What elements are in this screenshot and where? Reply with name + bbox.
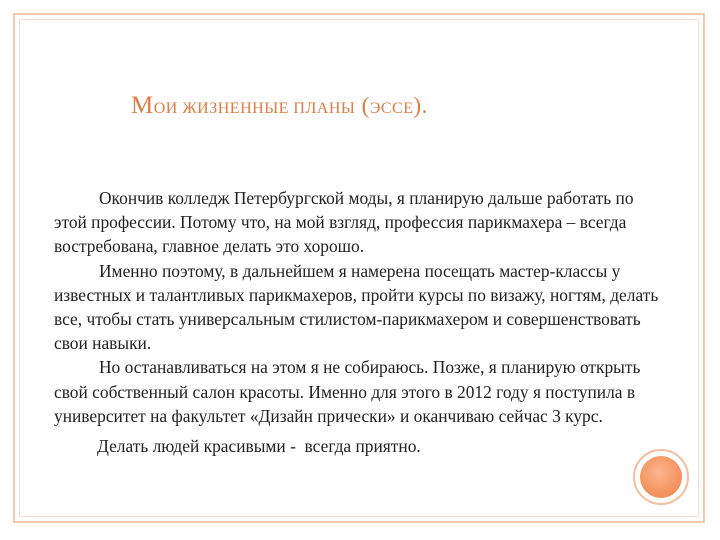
decorative-orange-circle-icon <box>640 456 682 498</box>
title-initial: М <box>131 92 154 119</box>
title-text: ОИ ЖИЗНЕННЫЕ ПЛАНЫ <box>153 100 356 117</box>
title-paren-open: ( <box>355 93 370 118</box>
slide-title <box>131 91 671 124</box>
essay-paragraph-3: Но останавливаться на этом я не собираюсь. Позже, я планирую открыть свой собственный салон красоты. Именно для этого в 2012 году я поступила в университет на факультет «Дизайн прически» и оканчиваю сейчас 3 курс. <box>54 357 641 426</box>
essay-paragraph-2: Именно поэтому, в дальнейшем я намерена посещать мастер-классы у известных и талантливых парикмахеров, пройти курсы по визажу, ногтям, делать все, чтобы стать универсальным стилистом-парикмахером и совершенствовать свои навыки. <box>54 260 659 354</box>
essay-body <box>54 186 660 458</box>
essay-paragraph-1: Окончив колледж Петербургской моды, я планирую дальше работать по этой профессии. Потому что, на мой взгляд, профессия парикмахера – всегда востребована, главное делать это хорошо. <box>54 188 634 257</box>
title-paren-close: ). <box>413 93 428 118</box>
title-essay: ЭССЕ <box>369 100 414 117</box>
essay-closing-line: Делать людей красивыми - всегда приятно. <box>97 436 421 457</box>
